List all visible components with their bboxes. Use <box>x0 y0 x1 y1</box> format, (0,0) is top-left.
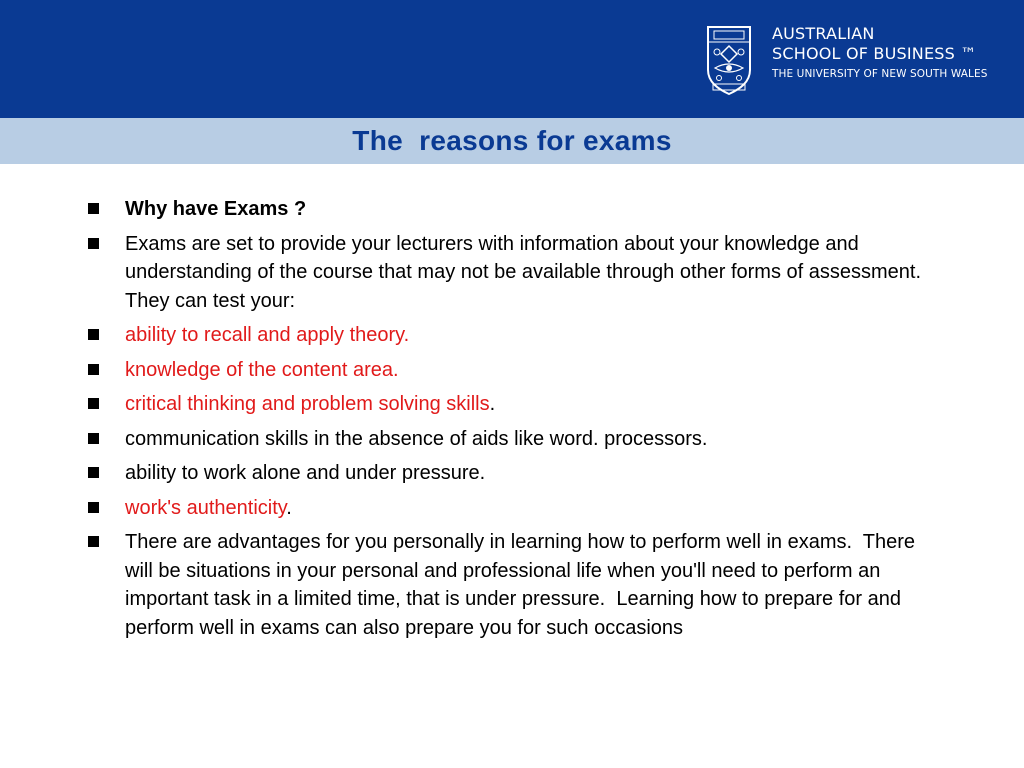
school-wordmark <box>772 24 988 80</box>
wordmark-line-3: THE UNIVERSITY OF NEW SOUTH WALES <box>772 68 988 80</box>
list-item <box>88 390 948 419</box>
bullet-suffix: . <box>286 496 292 519</box>
bullet-text: There are advantages for you personally in learning how to perform well in exams. There will be situations in your personal and professional life when you'll need to perform an important task in a limited time, that is under pressure. Learning how to prepare for and perform well in exams can also prepare you for such occasions <box>125 531 921 639</box>
bullet-text: knowledge of the content area. <box>125 358 399 381</box>
list-item <box>88 494 948 523</box>
square-bullet-icon <box>88 329 99 340</box>
list-item <box>88 230 948 316</box>
list-item <box>88 321 948 350</box>
bullet-list <box>88 195 948 648</box>
square-bullet-icon <box>88 502 99 513</box>
square-bullet-icon <box>88 467 99 478</box>
bullet-text: ability to recall and apply theory. <box>125 324 410 346</box>
bullet-suffix: . <box>489 393 496 415</box>
list-item <box>88 356 948 385</box>
bullet-text: Exams are set to provide your lecturers with information about your knowledge and understanding of the course that may not be available through other forms of assessment. They can test your: <box>125 232 927 312</box>
bullet-text: ability to work alone and under pressure. <box>125 462 486 484</box>
bullet-text: work's authenticity <box>125 496 287 519</box>
bullet-text: Why have Exams ? <box>125 198 307 220</box>
square-bullet-icon <box>88 364 99 375</box>
square-bullet-icon <box>88 536 99 547</box>
list-item <box>88 425 948 454</box>
square-bullet-icon <box>88 398 99 409</box>
list-item <box>88 459 948 488</box>
bullet-text: critical thinking and problem solving skills <box>125 393 490 415</box>
wordmark-line-1: AUSTRALIAN <box>772 24 875 43</box>
square-bullet-icon <box>88 433 99 444</box>
unsw-crest-logo <box>705 24 753 96</box>
square-bullet-icon <box>88 203 99 214</box>
square-bullet-icon <box>88 238 99 249</box>
bullet-text: communication skills in the absence of aids like word. processors. <box>125 427 708 450</box>
header-bar <box>0 0 1024 118</box>
slide-title: The reasons for exams <box>352 125 672 156</box>
wordmark-line-2: SCHOOL OF BUSINESS ™ <box>772 44 977 63</box>
list-item <box>88 195 948 224</box>
list-item <box>88 528 948 642</box>
